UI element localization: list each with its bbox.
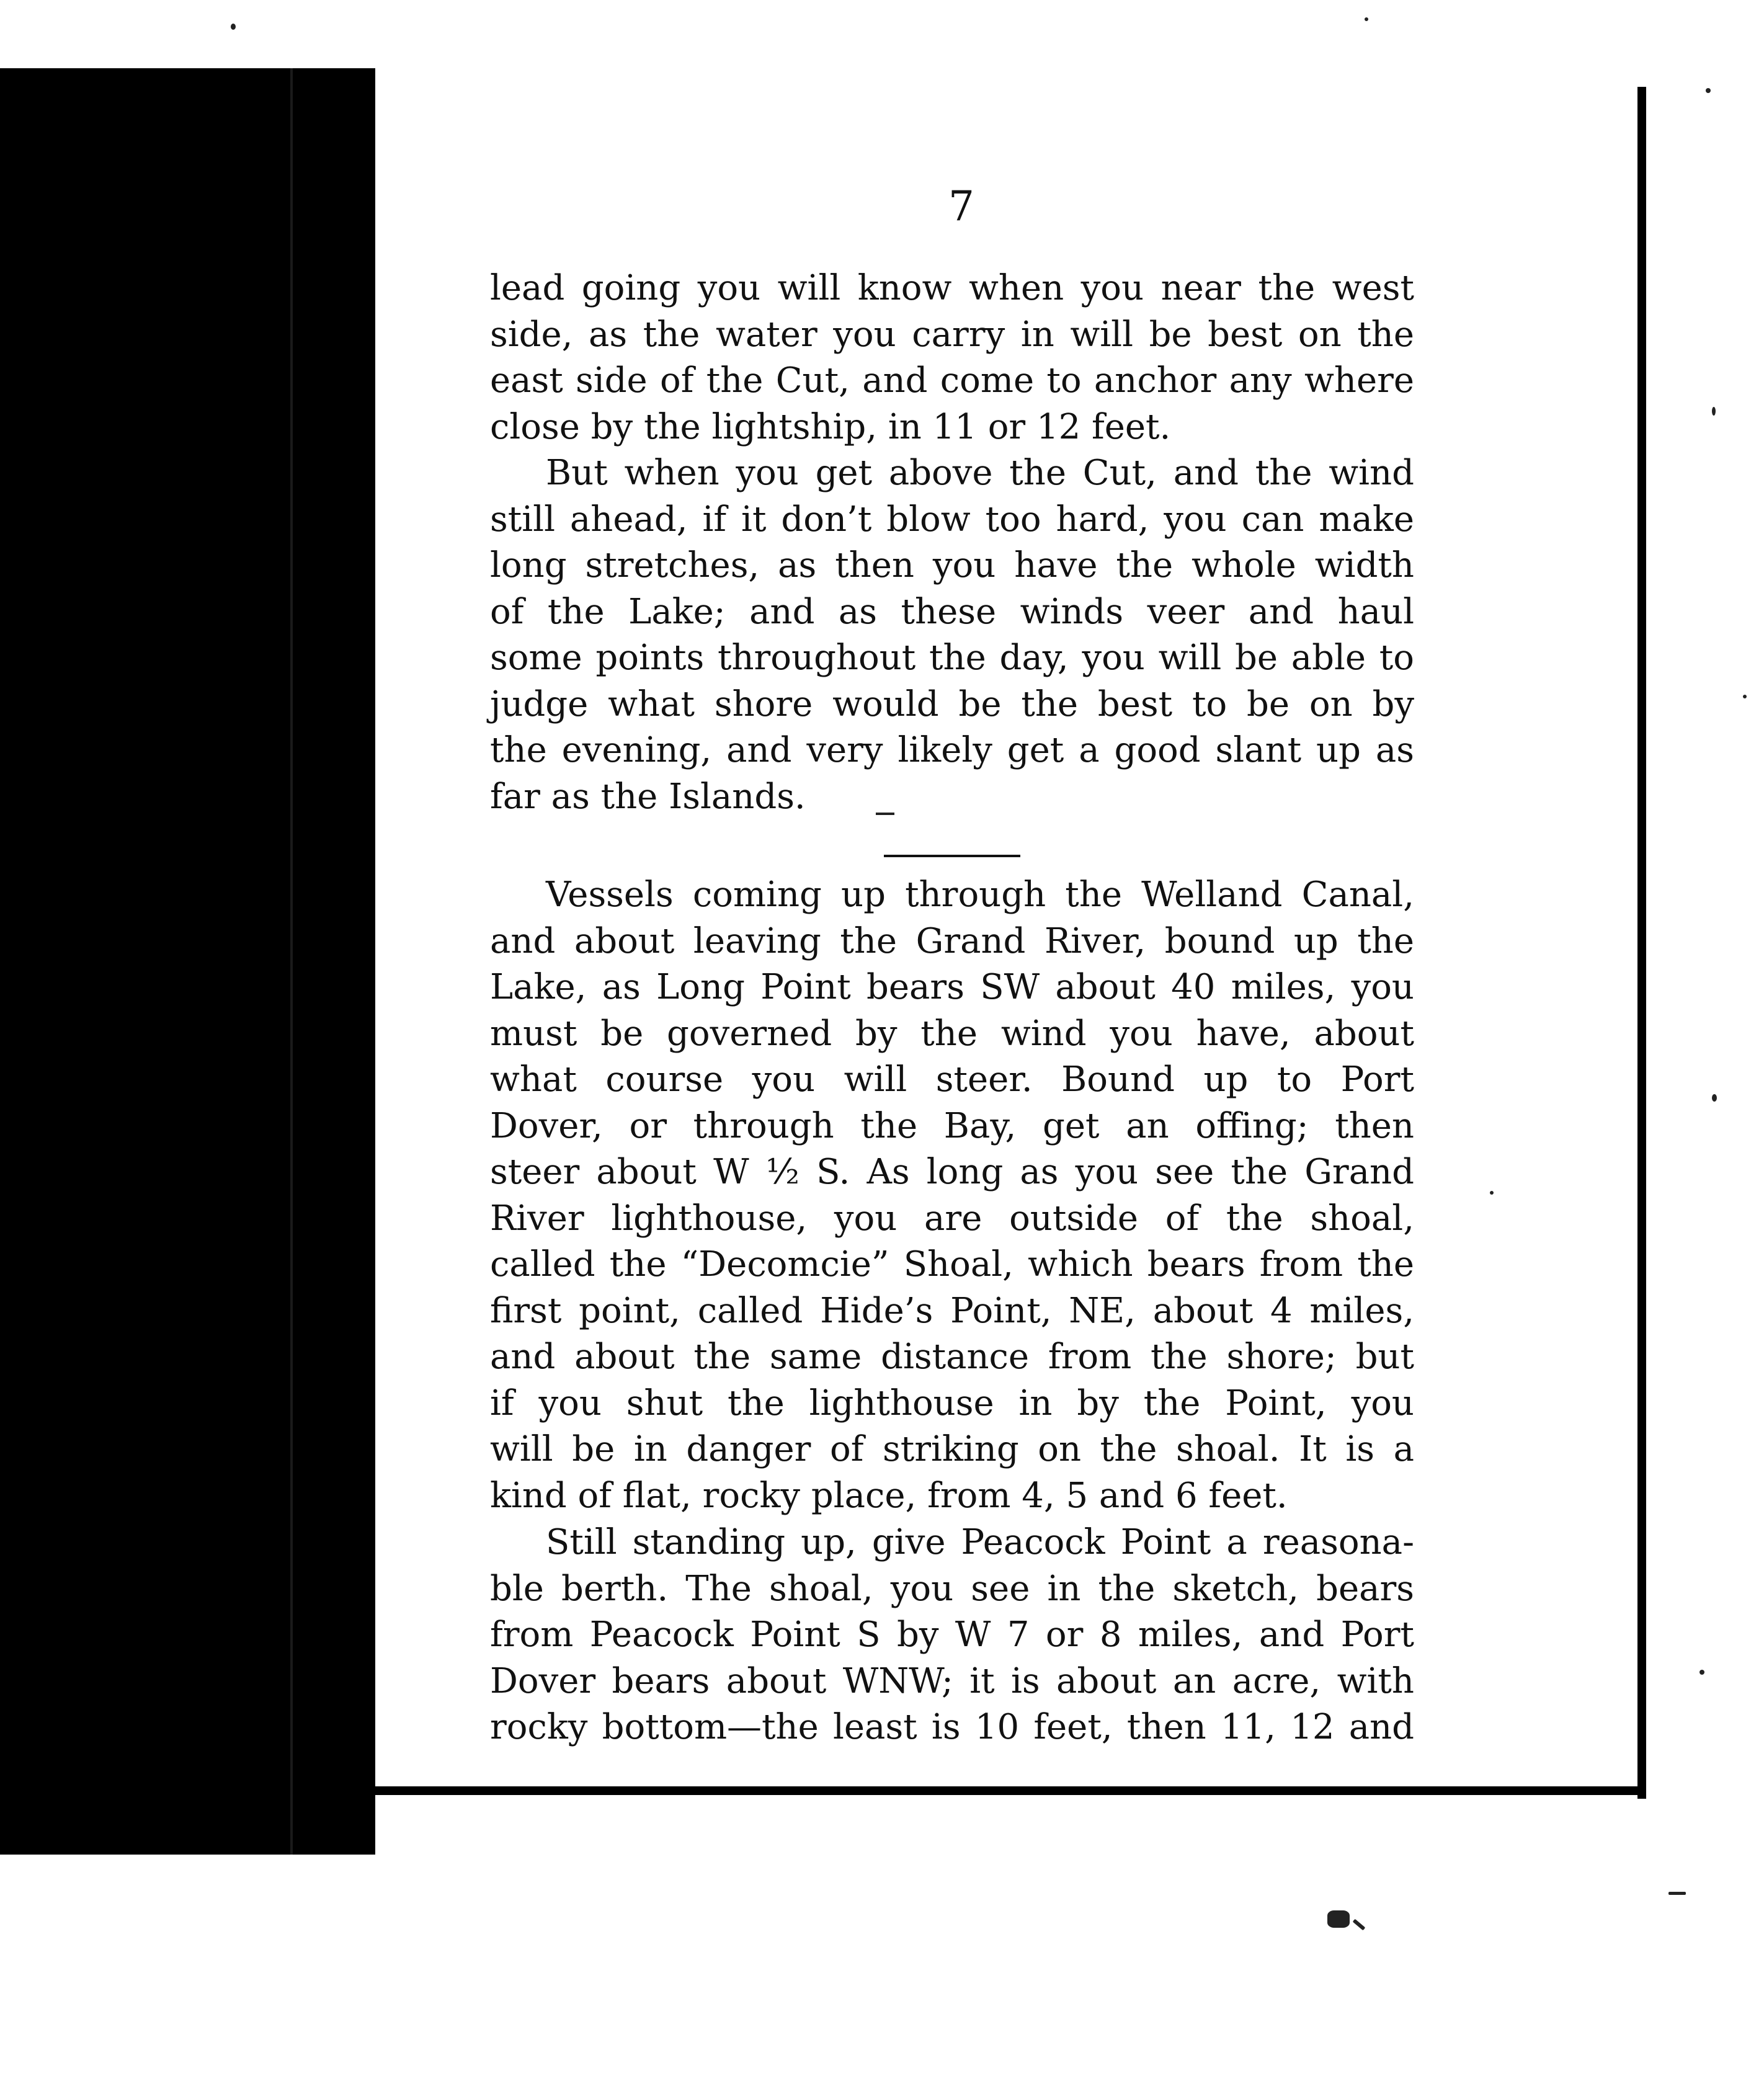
scan-speck [1706,88,1711,93]
text-line: lead going you will know when you near the west [490,268,1414,308]
text-line: Lake, as Long Point bears SW about 40 miles, you [490,967,1414,1007]
text-line: first point, called Hide’s Point, NE, about 4 miles, [490,1290,1414,1331]
scan-speck [1668,1892,1686,1895]
text-line: from Peacock Point S by W 7 or 8 miles, and Port [490,1615,1414,1655]
text-line: some points throughout the day, you will be able to [490,638,1414,678]
text-line: must be governed by the wind you have, about [490,1013,1414,1054]
text-line: far as the Islands. [490,776,806,817]
scan-mark [876,813,894,815]
text-line: kind of flat, rocky place, from 4, 5 and 6 feet. [490,1475,1288,1516]
text-line: if you shut the lighthouse in by the Point, you [490,1383,1414,1423]
scan-speck [1712,407,1716,416]
book-fold-line [290,68,293,1855]
text-line: Dover bears about WNW; it is about an acre, with [490,1660,1414,1701]
page-bottom-edge [372,1786,1646,1795]
text-line: long stretches, as then you have the whole width [490,545,1414,586]
scan-speck [1353,1919,1366,1931]
scan-speck [1365,17,1368,21]
text-line: Dover, or through the Bay, get an offing; then [490,1105,1414,1146]
scanner-dark-margin [0,68,375,1855]
page-number: 7 [948,182,974,230]
text-line: But when you get above the Cut, and the wind [546,453,1414,493]
text-line: side, as the water you carry in will be best on the [490,314,1414,355]
page-right-edge [1637,87,1646,1799]
text-line: will be in danger of striking on the shoal. It is a [490,1429,1414,1469]
paragraph-1 [490,265,1414,450]
scan-speck [1699,1670,1704,1675]
scan-speck [1490,1191,1494,1195]
text-line: east side of the Cut, and come to anchor any where [490,360,1414,401]
text-line: judge what shore would be the best to be on by [490,684,1414,724]
scan-speck [1712,1094,1717,1102]
paragraph-2 [490,450,1414,820]
text-line: ble berth. The shoal, you see in the sketch, bears [490,1568,1414,1609]
text-line: River lighthouse, you are outside of the shoal, [490,1198,1414,1239]
section-divider-rule [884,855,1020,857]
text-line: rocky bottom—the least is 10 feet, then 11, 12 and [490,1707,1414,1747]
text-line: Vessels coming up through the Welland Canal, [546,875,1414,915]
text-line: close by the lightship, in 11 or 12 feet. [490,406,1171,447]
text-line: called the “Decomcie” Shoal, which bears from the [490,1244,1414,1285]
text-line: still ahead, if it don’t blow too hard, you can make [490,499,1414,540]
text-line: and about the same distance from the shore; but [490,1337,1414,1377]
text-line: the evening, and very likely get a good slant up as [490,730,1414,770]
text-line: of the Lake; and as these winds veer and haul [490,591,1414,632]
text-line: what course you will steer. Bound up to Port [490,1059,1414,1100]
paragraph-3 [490,872,1414,1519]
scan-speck [1743,695,1747,698]
text-line: and about leaving the Grand River, bound up the [490,920,1414,961]
text-line: steer about W ½ S. As long as you see the Grand [490,1152,1414,1192]
paragraph-4 [490,1520,1414,1751]
text-line: Still standing up, give Peacock Point a reasona- [546,1522,1414,1562]
scan-speck [1327,1910,1350,1928]
scan-speck [231,24,236,30]
